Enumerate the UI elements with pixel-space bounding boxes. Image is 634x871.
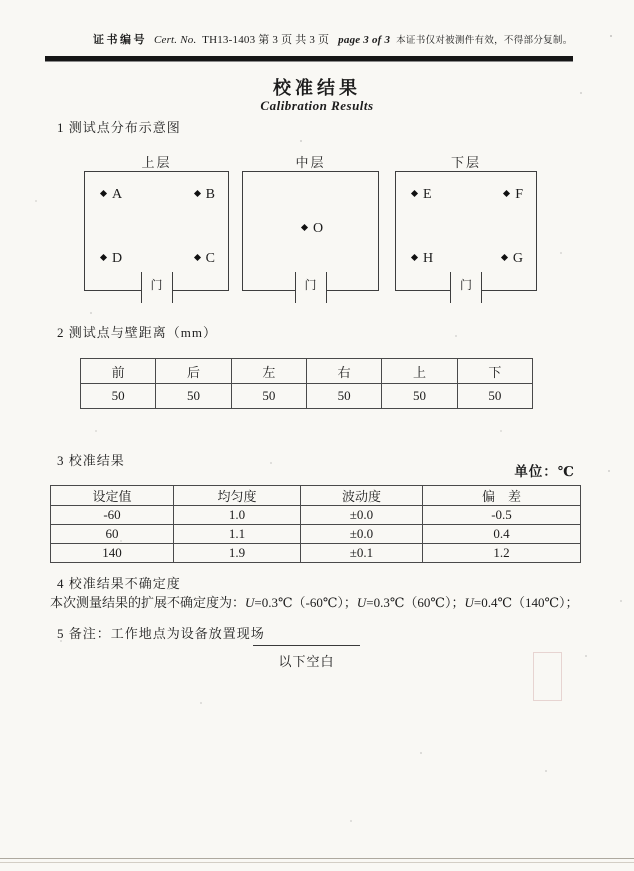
value-cell: 60 bbox=[51, 525, 174, 544]
test-point-g bbox=[502, 252, 523, 266]
uncertainty-value: =0.3℃（-60℃）； bbox=[254, 595, 357, 610]
diagram-lower-layer bbox=[395, 155, 537, 292]
point-marker-icon bbox=[301, 224, 308, 231]
blank-below-divider bbox=[253, 645, 360, 646]
value-cell: 50 bbox=[81, 384, 156, 409]
header-cell: 波动度 bbox=[301, 486, 423, 506]
header-cell: 右 bbox=[306, 359, 381, 384]
layer-label-upper: 上层 bbox=[141, 155, 172, 170]
point-letter: B bbox=[205, 187, 215, 202]
scan-edge-line bbox=[0, 858, 634, 859]
header-cell: 均匀度 bbox=[174, 486, 301, 506]
door-symbol bbox=[141, 272, 173, 303]
diagram-upper-layer bbox=[84, 155, 229, 292]
uncertainty-value: =0.3℃（60℃）； bbox=[366, 595, 465, 610]
page-count-cn: 第 3 页 共 3 页 bbox=[258, 34, 330, 46]
value-cell: 50 bbox=[457, 384, 532, 409]
test-point-b bbox=[195, 188, 215, 202]
test-point-f bbox=[504, 188, 523, 202]
blank-below-label: 以下空白 bbox=[278, 654, 335, 669]
layer-label-lower: 下层 bbox=[450, 155, 481, 170]
header-cell: 上 bbox=[382, 359, 457, 384]
door-label: 门 bbox=[150, 277, 163, 292]
value-cell: 1.0 bbox=[174, 506, 301, 525]
table-row bbox=[51, 544, 581, 563]
uncertainty-prefix: 本次测量结果的扩展不确定度为： bbox=[50, 595, 246, 610]
value-cell: -0.5 bbox=[423, 506, 581, 525]
door-label: 门 bbox=[304, 277, 317, 292]
header-cell: 左 bbox=[231, 359, 306, 384]
u-symbol: U bbox=[464, 595, 474, 610]
test-point-o bbox=[302, 222, 323, 236]
point-marker-icon bbox=[194, 254, 201, 261]
value-cell: 140 bbox=[51, 544, 174, 563]
document-title: 校准结果 bbox=[273, 78, 361, 98]
point-marker-icon bbox=[100, 190, 107, 197]
table-row bbox=[51, 506, 581, 525]
calibration-results-table bbox=[50, 485, 581, 563]
stamp-bleedthrough-artifact bbox=[533, 652, 562, 701]
point-letter: D bbox=[112, 251, 123, 266]
table-row bbox=[81, 384, 533, 409]
uncertainty-statement bbox=[50, 592, 579, 611]
point-letter: F bbox=[515, 187, 523, 202]
unit-label: 单位：℃ bbox=[514, 464, 575, 479]
value-cell: 50 bbox=[306, 384, 381, 409]
point-marker-icon bbox=[503, 190, 510, 197]
value-cell: 50 bbox=[156, 384, 231, 409]
test-point-a bbox=[101, 188, 122, 202]
table-header-row bbox=[51, 486, 581, 506]
point-marker-icon bbox=[501, 254, 508, 261]
value-cell: 1.9 bbox=[174, 544, 301, 563]
header-divider bbox=[45, 56, 573, 62]
test-point-e bbox=[412, 188, 432, 202]
header-cell: 前 bbox=[81, 359, 156, 384]
point-marker-icon bbox=[411, 254, 418, 261]
uncertainty-value: =0.4℃（140℃）； bbox=[473, 595, 579, 610]
header-cell: 偏 差 bbox=[423, 486, 581, 506]
point-letter: E bbox=[423, 187, 432, 202]
test-point-c bbox=[195, 252, 215, 266]
value-cell: 50 bbox=[382, 384, 457, 409]
point-letter: A bbox=[112, 187, 123, 202]
u-symbol: U bbox=[245, 595, 255, 610]
page-count-en: page 3 of 3 bbox=[338, 34, 391, 46]
header-cell: 后 bbox=[156, 359, 231, 384]
value-cell: -60 bbox=[51, 506, 174, 525]
table-header-row bbox=[81, 359, 533, 384]
value-cell: ±0.0 bbox=[301, 525, 423, 544]
diagram-middle-layer bbox=[242, 155, 379, 292]
page-header bbox=[93, 31, 573, 47]
point-letter: C bbox=[205, 251, 215, 266]
value-cell: 0.4 bbox=[423, 525, 581, 544]
point-letter: H bbox=[423, 251, 434, 266]
header-cell: 设定值 bbox=[51, 486, 174, 506]
door-symbol bbox=[450, 272, 482, 303]
point-letter: O bbox=[313, 221, 324, 236]
cert-number-label: 证书编号 bbox=[93, 34, 147, 46]
header-cell: 下 bbox=[457, 359, 532, 384]
section2-heading: 2 测试点与壁距离（mm） bbox=[57, 325, 217, 340]
scan-edge-line bbox=[0, 862, 634, 863]
test-point-d bbox=[101, 252, 122, 266]
section1-heading: 1 测试点分布示意图 bbox=[57, 120, 181, 135]
wall-distance-table bbox=[80, 358, 533, 409]
value-cell: 1.1 bbox=[174, 525, 301, 544]
test-point-h bbox=[412, 252, 433, 266]
cert-number-label-en: Cert. No. bbox=[153, 34, 197, 46]
value-cell: 50 bbox=[231, 384, 306, 409]
section3-heading: 3 校准结果 bbox=[57, 453, 125, 468]
door-label: 门 bbox=[459, 277, 472, 292]
door-symbol bbox=[295, 272, 327, 303]
section4-heading: 4 校准结果不确定度 bbox=[57, 576, 181, 591]
document-subtitle: Calibration Results bbox=[260, 98, 374, 113]
validity-notice: 本证书仅对被测件有效，不得部分复制。 bbox=[396, 36, 573, 46]
cert-number-value: TH13-1403 bbox=[202, 34, 256, 46]
value-cell: 1.2 bbox=[423, 544, 581, 563]
value-cell: ±0.0 bbox=[301, 506, 423, 525]
point-letter: G bbox=[512, 251, 523, 266]
u-symbol: U bbox=[356, 595, 367, 610]
point-marker-icon bbox=[411, 190, 418, 197]
point-marker-icon bbox=[100, 254, 107, 261]
table-row bbox=[51, 525, 581, 544]
section5-heading: 5 备注：工作地点为设备放置现场 bbox=[57, 626, 265, 641]
layer-label-middle: 中层 bbox=[295, 155, 326, 170]
value-cell: ±0.1 bbox=[301, 544, 423, 563]
point-marker-icon bbox=[194, 190, 201, 197]
